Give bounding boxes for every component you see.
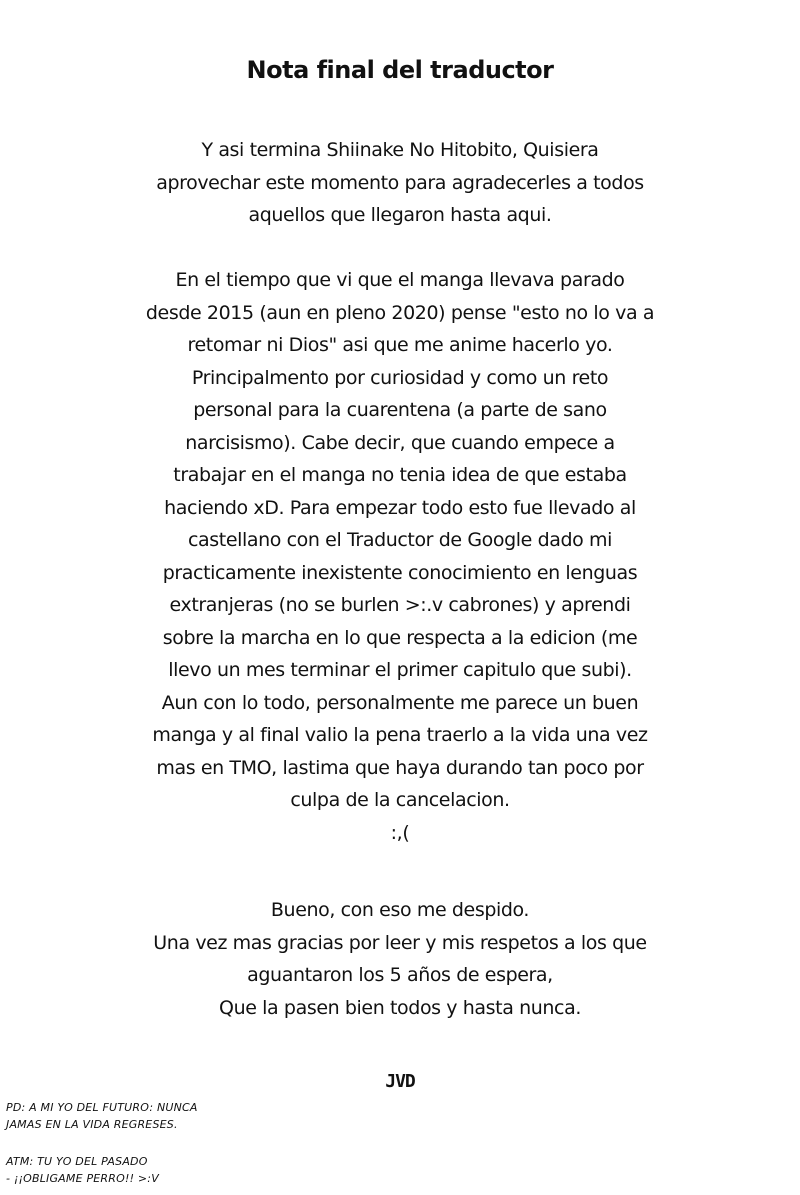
- text-line: Principalmento por curiosidad y como un reto: [191, 366, 609, 389]
- text-line: haciendo xD. Para empezar todo esto fue llevado al: [164, 496, 636, 519]
- text-line: retomar ni Dios" asi que me anime hacerlo yo.: [187, 334, 613, 356]
- text-line: aprovechar este momento para agradecerles a todos: [156, 171, 644, 194]
- text-line: En el tiempo que vi que el manga llevava parado: [175, 269, 625, 291]
- text-line: sobre la marcha en lo que respecta a la edicion (me: [162, 626, 638, 649]
- text-line: llevo un mes terminar el primer capitulo que subi).: [168, 659, 632, 681]
- text-line: :,(: [390, 821, 410, 844]
- page-title: Nota final del traductor: [246, 56, 554, 84]
- text-line: personal para la cuarentena (a parte de sano: [193, 399, 607, 421]
- text-line: narcisismo). Cabe decir, que cuando empece a: [185, 431, 615, 454]
- text-line: aquellos que llegaron hasta aqui.: [248, 204, 552, 226]
- text-line: Que la pasen bien todos y hasta nunca.: [219, 996, 581, 1019]
- text-line: trabajar en el manga no tenia idea de que estaba: [173, 464, 627, 486]
- paragraph-farewell: [60, 894, 740, 1024]
- note-line: ATM: TU YO DEL PASADO: [6, 1155, 148, 1168]
- note-line: JAMAS EN LA VIDA REGRESES.: [6, 1118, 178, 1131]
- signature: JVD: [385, 1071, 415, 1092]
- text-line: castellano con el Traductor de Google dado mi: [188, 529, 612, 551]
- text-line: aguantaron los 5 años de espera,: [247, 964, 553, 986]
- paragraph-story: [60, 264, 740, 849]
- text-line: desde 2015 (aun en pleno 2020) pense "esto no lo va a: [145, 301, 655, 324]
- text-line: manga y al final valio la pena traerlo a la vida una vez: [152, 724, 648, 746]
- note-line: - ¡¡OBLIGAME PERRO!! >:V: [6, 1172, 159, 1185]
- text-line: practicamente inexistente conocimiento en lenguas: [162, 561, 638, 584]
- text-line: culpa de la cancelacion.: [290, 789, 510, 811]
- text-line: extranjeras (no se burlen >:.v cabrones) y aprendi: [169, 594, 631, 616]
- text-line: Y asi termina Shiinake No Hitobito, Quisiera: [201, 139, 599, 161]
- postscript-note: [6, 1099, 198, 1133]
- text-line: mas en TMO, lastima que haya durando tan poco por: [156, 756, 644, 779]
- text-line: Una vez mas gracias por leer y mis respetos a los que: [153, 931, 647, 954]
- text-line: Bueno, con eso me despido.: [270, 899, 530, 921]
- paragraph-intro: [60, 134, 740, 232]
- note-line: PD: A MI YO DEL FUTURO: NUNCA: [6, 1101, 198, 1114]
- reply-note: [6, 1153, 159, 1187]
- text-line: Aun con lo todo, personalmente me parece un buen: [161, 691, 639, 714]
